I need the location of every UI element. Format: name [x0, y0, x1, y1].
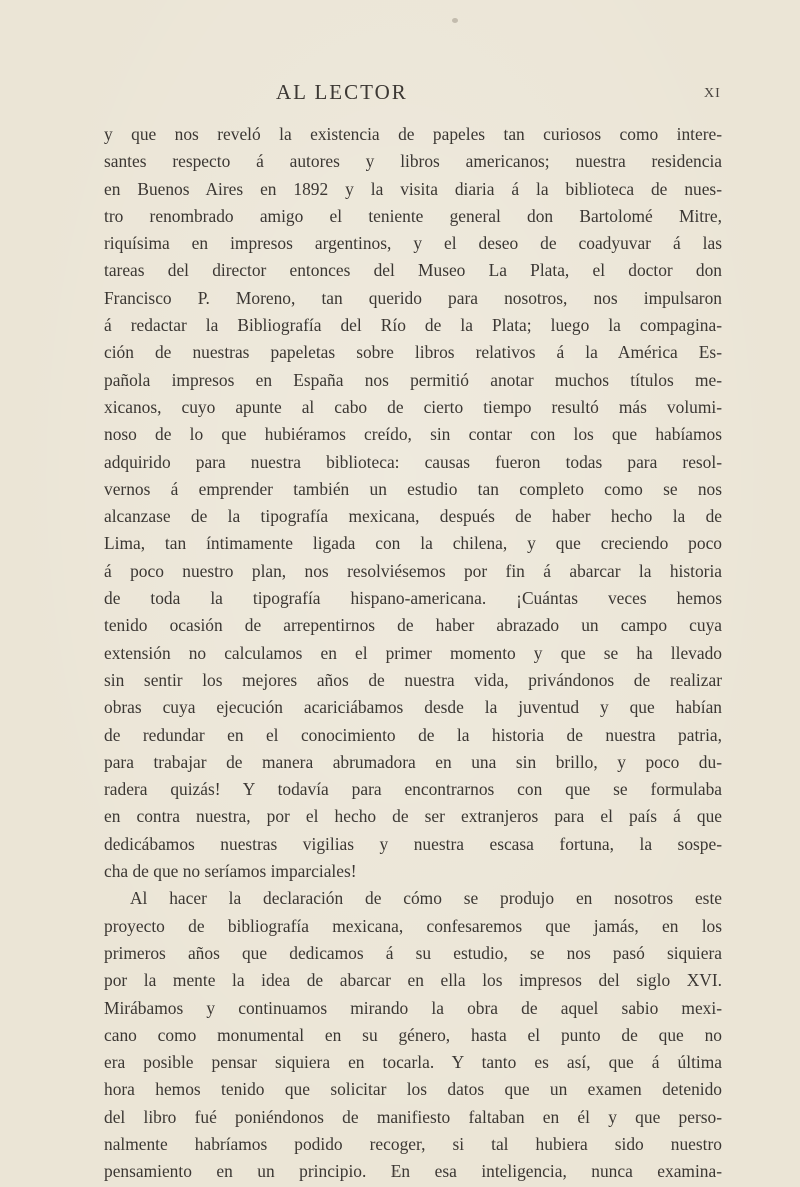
text-line: en contra nuestra, por el hecho de ser extranjeros para el país á que — [104, 806, 722, 827]
text-line: pensamiento en un principio. En esa inteligencia, nunca examina- — [104, 1161, 722, 1182]
text-line: cano como monumental en su género, hasta el punto de que no — [104, 1024, 722, 1045]
text-line: tro renombrado amigo el teniente general don Bartolomé Mitre, — [104, 205, 722, 226]
text-line: cha de que no seríamos imparciales! — [104, 861, 357, 882]
text-line: pañola impresos en España nos permitió anotar muchos títulos me- — [104, 369, 722, 390]
text-line: por la mente la idea de abarcar en ella los impresos del siglo XVI. — [104, 970, 722, 991]
text-line: obras cuya ejecución acariciábamos desde la juventud y que habían — [104, 697, 722, 718]
text-line: adquirido para nuestra biblioteca: causas fueron todas para resol- — [104, 451, 722, 472]
text-line: xicanos, cuyo apunte al cabo de cierto tiempo resultó más volumi- — [104, 396, 722, 417]
text-line: riquísima en impresos argentinos, y el deseo de coadyuvar á las — [104, 233, 722, 254]
text-line: Mirábamos y continuamos mirando la obra de aquel sabio mexi- — [104, 997, 722, 1018]
text-line: sin sentir los mejores años de nuestra vida, privándonos de realizar — [104, 669, 722, 690]
text-line: dedicábamos nuestras vigilias y nuestra escasa fortuna, la sospe- — [104, 833, 722, 854]
text-line: y que nos reveló la existencia de papeles tan curiosos como intere- — [104, 124, 722, 144]
text-line: á poco nuestro plan, nos resolviésemos por fin á abarcar la historia — [104, 560, 722, 581]
text-line: de toda la tipografía hispano-americana. ¡Cuántas veces hemos — [104, 588, 722, 609]
text-line: proyecto de bibliografía mexicana, confesaremos que jamás, en los — [104, 915, 722, 936]
ink-smudge — [452, 18, 458, 23]
text-line: primeros años que dedicamos á su estudio, se nos pasó siquiera — [104, 942, 722, 963]
ink-smudge — [392, 1172, 396, 1176]
running-title: AL LECTOR — [276, 80, 408, 104]
text-line: alcanzase de la tipografía mexicana, después de haber hecho la de — [104, 506, 722, 527]
text-line: radera quizás! Y todavía para encontrarnos con que se formulaba — [104, 779, 722, 800]
text-line: tareas del director entonces del Museo La Plata, el doctor don — [104, 260, 722, 281]
text-line: Lima, tan íntimamente ligada con la chilena, y que creciendo poco — [104, 533, 722, 554]
text-line: extensión no calculamos en el primer momento y que se ha llevado — [104, 642, 722, 663]
text-line: hora hemos tenido que solicitar los datos que un examen detenido — [104, 1079, 722, 1100]
text-line: tenido ocasión de arrepentirnos de haber abrazado un campo cuya — [104, 615, 722, 636]
text-line: nalmente habríamos podido recoger, si tal hubiera sido nuestro — [104, 1133, 722, 1154]
text-line: noso de lo que hubiéramos creído, sin contar con los que habíamos — [104, 424, 722, 445]
text-line: ción de nuestras papeletas sobre libros relativos á la América Es- — [104, 342, 722, 363]
text-line: Al hacer la declaración de cómo se produjo en nosotros este — [130, 888, 722, 909]
text-line: de redundar en el conocimiento de la historia de nuestra patria, — [104, 724, 722, 745]
body-text — [104, 121, 722, 1186]
text-line: santes respecto á autores y libros americanos; nuestra residencia — [104, 151, 722, 172]
text-line: era posible pensar siquiera en tocarla. Y tanto es así, que á última — [104, 1052, 722, 1073]
text-line: del libro fué poniéndonos de manifiesto faltaban en él y que perso- — [104, 1106, 722, 1127]
text-line: Francisco P. Moreno, tan querido para nosotros, nos impulsaron — [104, 287, 722, 308]
page-number: XI — [704, 86, 721, 101]
running-head — [0, 80, 800, 110]
text-line: para trabajar de manera abrumadora en una sin brillo, y poco du- — [104, 751, 722, 772]
text-line: vernos á emprender también un estudio tan completo como se nos — [104, 478, 722, 499]
text-line: en Buenos Aires en 1892 y la visita diaria á la biblioteca de nues- — [104, 178, 722, 199]
text-line: á redactar la Bibliografía del Río de la Plata; luego la compagina- — [104, 315, 722, 336]
